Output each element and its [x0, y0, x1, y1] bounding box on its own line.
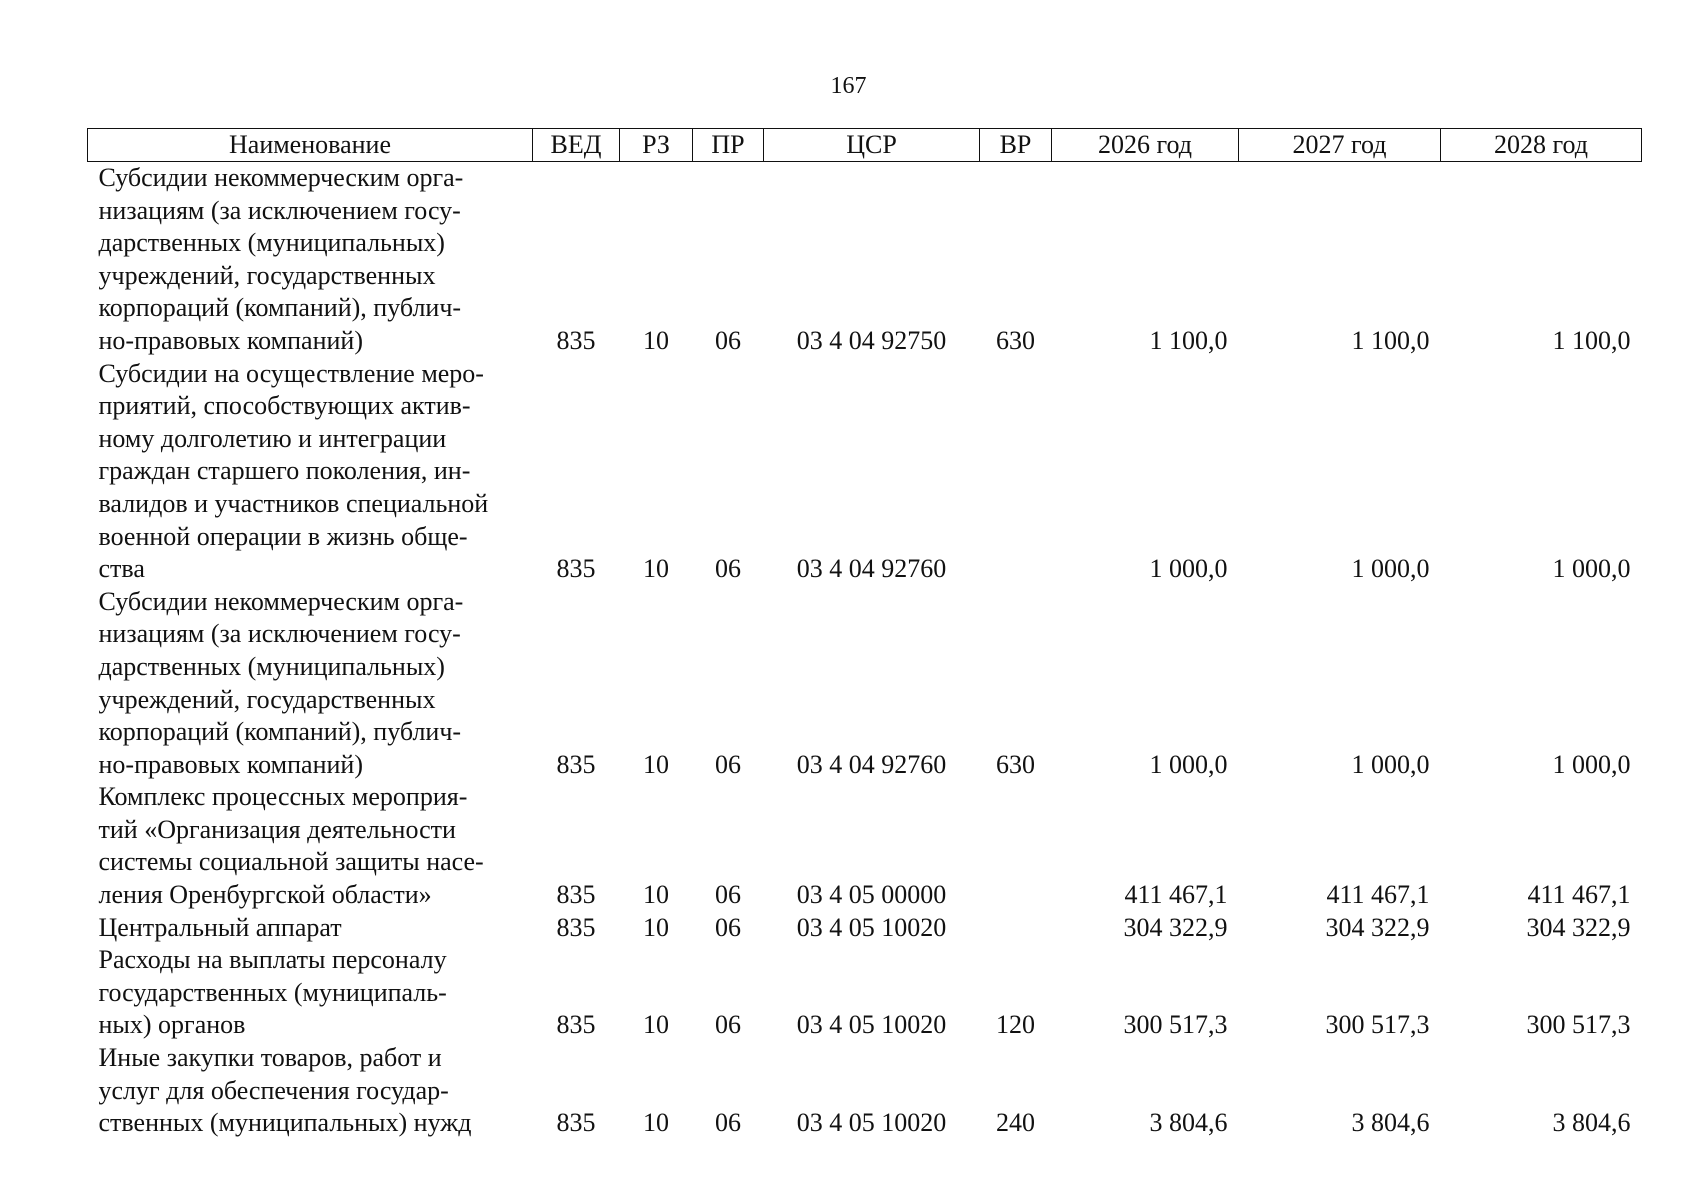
table-row	[88, 1042, 1642, 1140]
row-csr: 03 4 04 92760	[796, 554, 947, 584]
row-rz: 10	[643, 325, 669, 355]
row-amount-2026: 411 467,1	[1124, 880, 1228, 910]
row-amount-2027: 1 000,0	[1351, 749, 1430, 779]
row-pr: 06	[715, 880, 741, 910]
row-name: Комплекс процессных мероприя- тий «Организация деятельности системы социальной защиты насе- ления Оренбургской области»	[98, 782, 484, 910]
row-vr: 120	[996, 1010, 1035, 1040]
row-name: Субсидии некоммерческим орга- низациям (за исключением госу- дарственных (муниципальных) учреждений, государственных корпораций (компаний), публич- но-правовых компаний)	[98, 586, 464, 779]
row-ved: 835	[556, 749, 596, 779]
row-ved: 835	[556, 325, 596, 355]
row-pr: 06	[715, 912, 741, 942]
row-name: Субсидии на осуществление меро- приятий, способствующих актив- ному долголетию и интеграции граждан старшего поколения, ин- валидов и участников специальной военной операции в жизнь обще- ства	[98, 358, 489, 584]
row-csr: 03 4 05 10020	[796, 1010, 947, 1040]
table-row	[88, 358, 1642, 586]
row-csr: 03 4 04 92760	[796, 749, 947, 779]
row-name: Центральный аппарат	[98, 912, 342, 942]
row-rz: 10	[643, 912, 669, 942]
table-row	[88, 912, 1642, 945]
row-ved: 835	[556, 912, 596, 942]
page-number: 167	[830, 73, 867, 99]
budget-table	[87, 128, 1642, 1140]
row-name: Расходы на выплаты персоналу государственных (муниципаль- ных) органов	[98, 945, 447, 1040]
row-amount-2026: 3 804,6	[1149, 1108, 1228, 1138]
row-amount-2027: 300 517,3	[1325, 1010, 1430, 1040]
row-amount-2027: 411 467,1	[1326, 880, 1430, 910]
row-csr: 03 4 05 00000	[796, 880, 947, 910]
row-pr: 06	[715, 1010, 741, 1040]
row-rz: 10	[643, 749, 669, 779]
row-csr: 03 4 05 10020	[796, 1108, 947, 1138]
row-pr: 06	[715, 325, 741, 355]
table-row	[88, 162, 1642, 358]
row-amount-2028: 1 100,0	[1552, 325, 1631, 355]
row-csr: 03 4 04 92750	[796, 325, 947, 355]
header-year-2027: 2027 год	[1239, 129, 1441, 162]
row-amount-2027: 1 100,0	[1351, 325, 1430, 355]
row-amount-2027: 3 804,6	[1351, 1108, 1430, 1138]
row-ved: 835	[556, 1010, 596, 1040]
row-name: Иные закупки товаров, работ и услуг для обеспечения государ- ственных (муниципальных) нужд	[98, 1043, 472, 1138]
row-ved: 835	[556, 1108, 596, 1138]
header-pr: ПР	[693, 129, 764, 162]
row-amount-2026: 1 100,0	[1149, 325, 1228, 355]
row-csr: 03 4 05 10020	[796, 912, 947, 942]
header-year-2028: 2028 год	[1441, 129, 1642, 162]
row-amount-2026: 300 517,3	[1123, 1010, 1228, 1040]
row-pr: 06	[715, 554, 741, 584]
row-rz: 10	[643, 880, 669, 910]
row-amount-2027: 304 322,9	[1325, 912, 1430, 942]
header-vr: ВР	[980, 129, 1052, 162]
table-row	[88, 781, 1642, 911]
header-name: Наименование	[88, 129, 533, 162]
row-amount-2026: 304 322,9	[1123, 912, 1228, 942]
row-vr: 630	[996, 325, 1035, 355]
row-amount-2028: 3 804,6	[1552, 1108, 1631, 1138]
row-vr	[980, 358, 1052, 586]
row-vr	[980, 781, 1052, 911]
header-year-2026: 2026 год	[1052, 129, 1239, 162]
row-amount-2028: 1 000,0	[1552, 554, 1631, 584]
row-vr	[980, 912, 1052, 945]
row-amount-2028: 300 517,3	[1526, 1010, 1631, 1040]
row-name: Субсидии некоммерческим орга- низациям (за исключением госу- дарственных (муниципальных) учреждений, государственных корпораций (компаний), публич- но-правовых компаний)	[98, 163, 464, 355]
header-rz: РЗ	[620, 129, 693, 162]
row-vr: 630	[996, 749, 1035, 779]
row-amount-2028: 411 467,1	[1527, 880, 1631, 910]
table-row	[88, 586, 1642, 782]
table-row	[88, 944, 1642, 1042]
row-rz: 10	[643, 554, 669, 584]
table-header-row	[88, 129, 1642, 162]
row-amount-2026: 1 000,0	[1149, 749, 1228, 779]
row-ved: 835	[556, 880, 596, 910]
header-ved: ВЕД	[533, 129, 620, 162]
row-vr: 240	[996, 1108, 1035, 1138]
row-pr: 06	[715, 1108, 741, 1138]
header-csr: ЦСР	[764, 129, 980, 162]
row-rz: 10	[643, 1010, 669, 1040]
row-ved: 835	[556, 554, 596, 584]
row-amount-2026: 1 000,0	[1149, 554, 1228, 584]
row-rz: 10	[643, 1108, 669, 1138]
row-pr: 06	[715, 749, 741, 779]
row-amount-2028: 304 322,9	[1526, 912, 1631, 942]
row-amount-2028: 1 000,0	[1552, 749, 1631, 779]
row-amount-2027: 1 000,0	[1351, 554, 1430, 584]
